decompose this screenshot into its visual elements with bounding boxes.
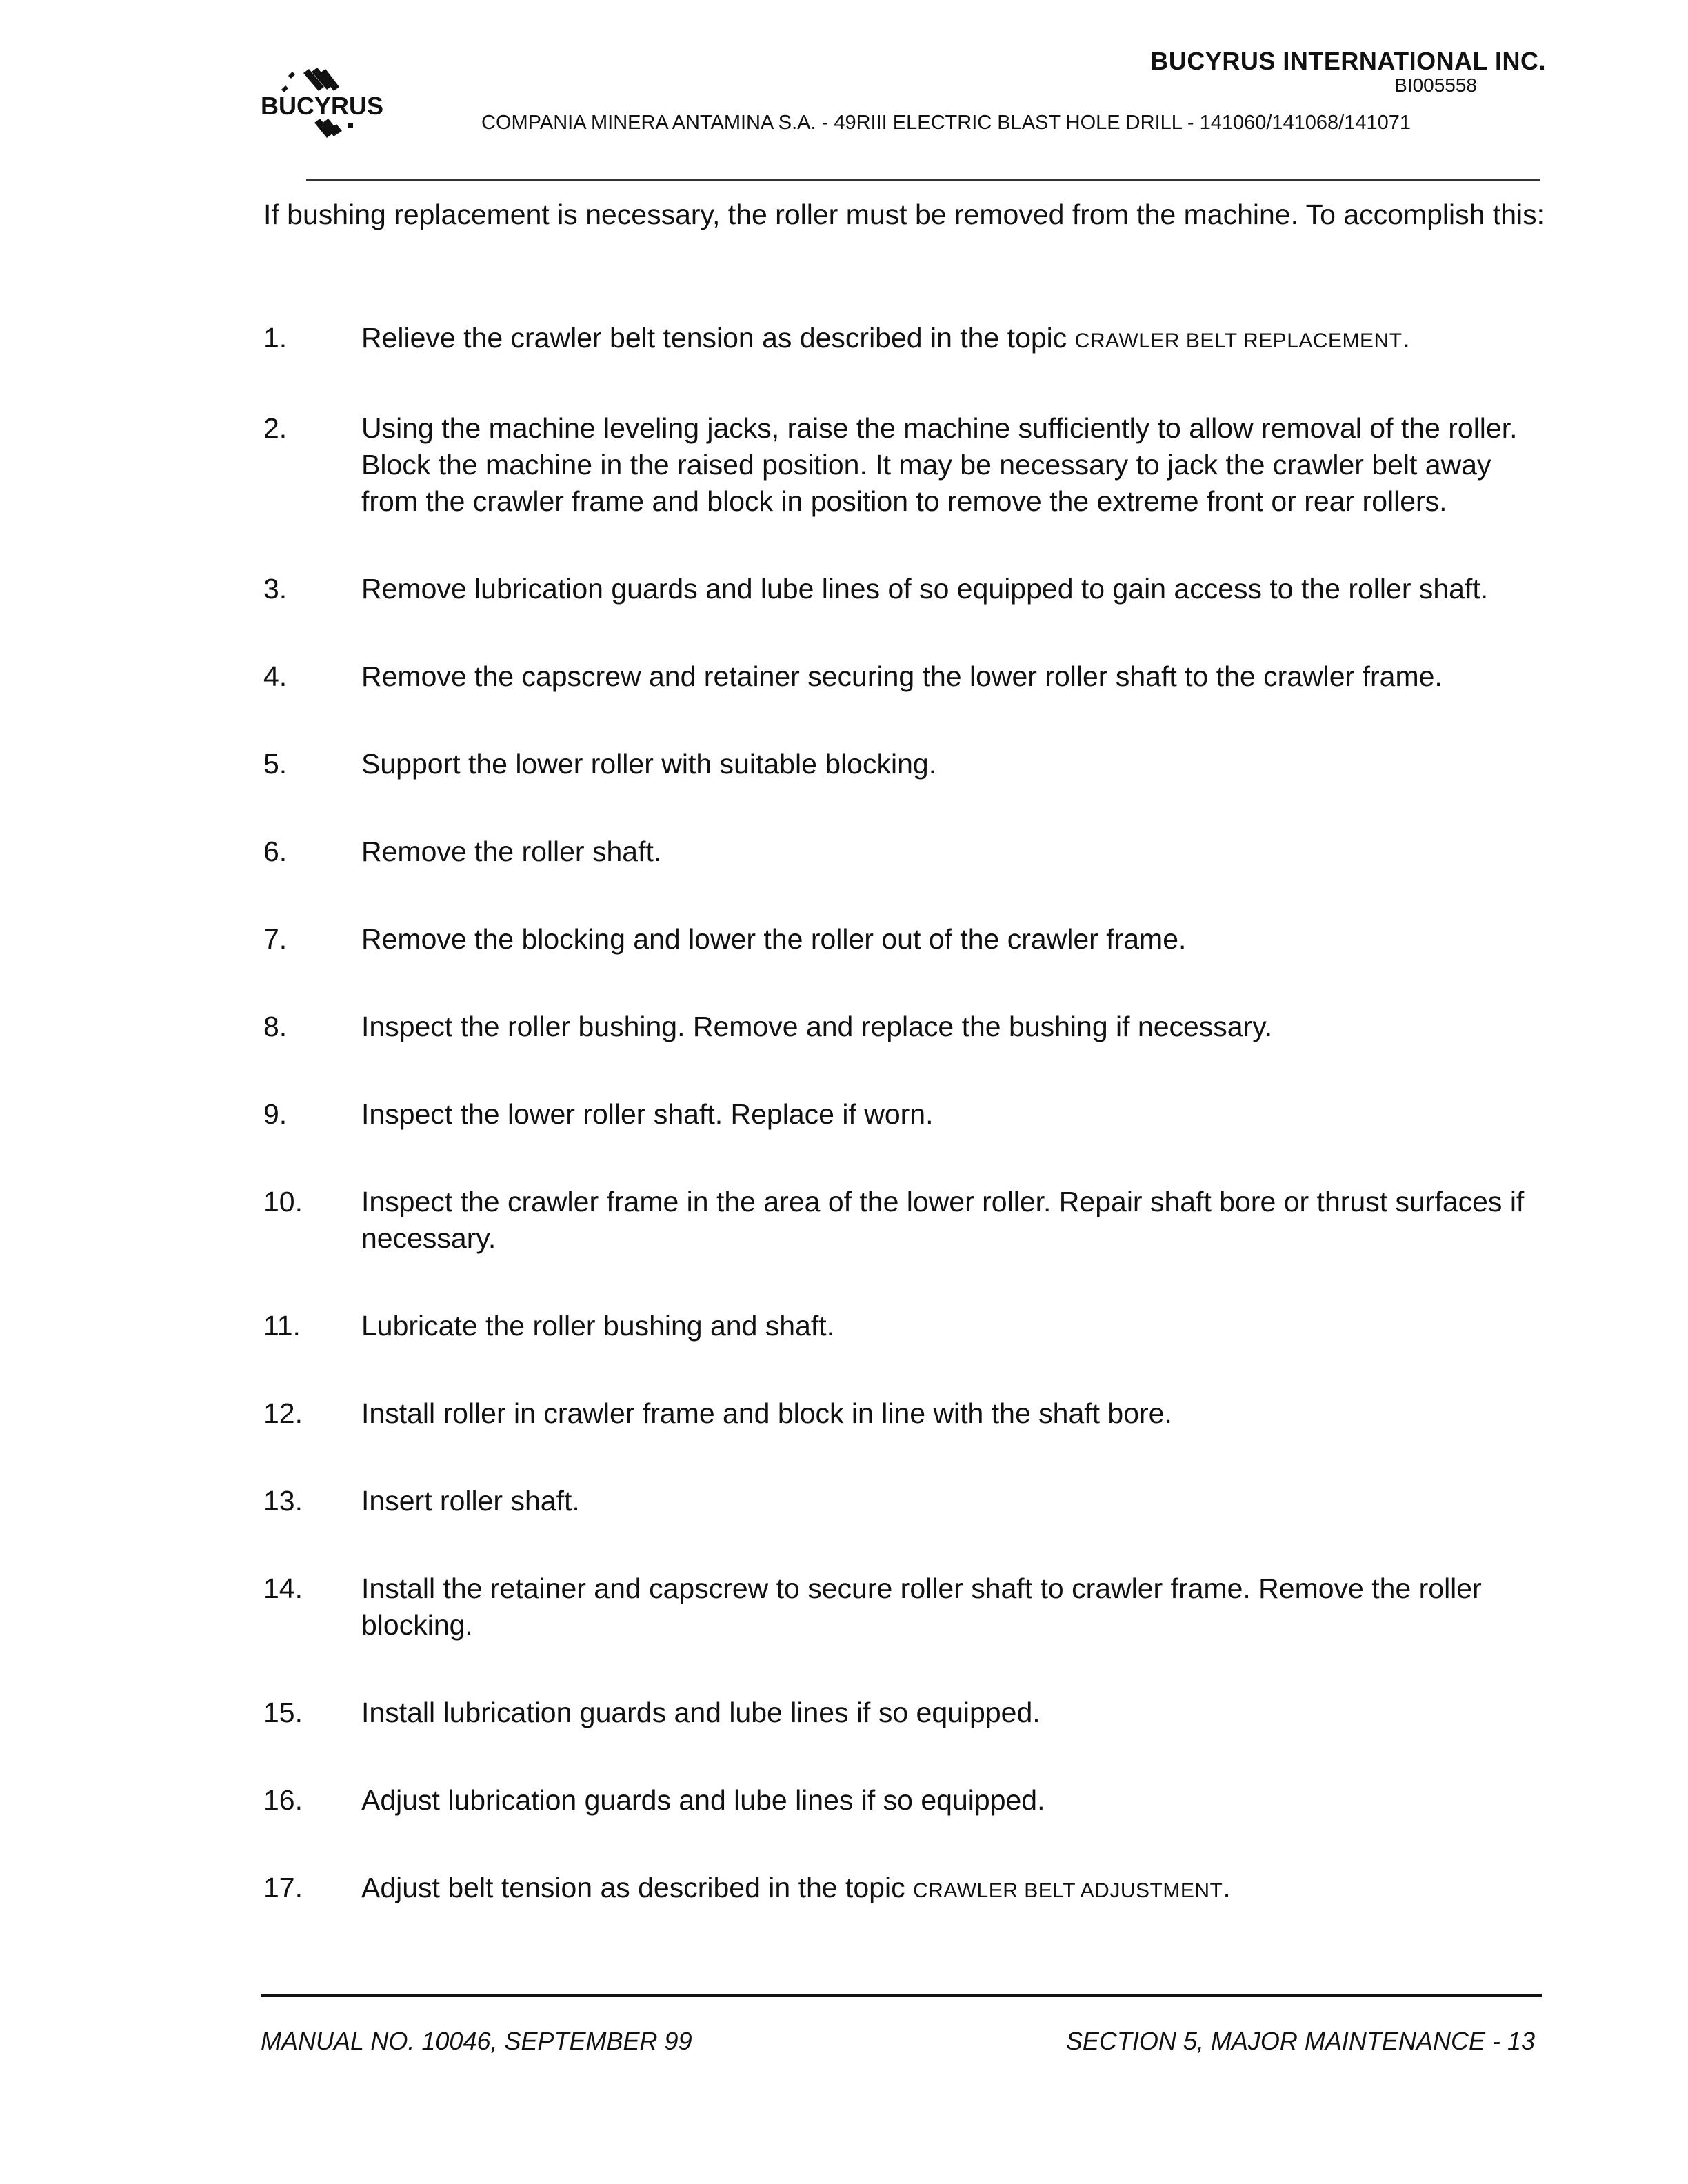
step-item xyxy=(263,1695,1547,1731)
step-number: 6. xyxy=(263,836,288,867)
step-number: 13. xyxy=(263,1485,303,1517)
step-text: Install roller in crawler frame and block in line with the shaft bore. xyxy=(361,1397,1172,1429)
step-item xyxy=(263,658,1547,695)
step-text: Lubricate the roller bushing and shaft. xyxy=(361,1310,835,1342)
step-number: 11. xyxy=(263,1310,301,1342)
step-number: 16. xyxy=(263,1784,303,1816)
step-text-body: Adjust belt tension as described in the topic xyxy=(361,1872,913,1903)
bucyrus-logo xyxy=(261,66,412,156)
step-text: Inspect the lower roller shaft. Replace if worn. xyxy=(361,1098,934,1130)
step-item xyxy=(263,1096,1547,1133)
step-item xyxy=(263,833,1547,870)
step-text-tail: . xyxy=(1223,1872,1231,1903)
step-text xyxy=(361,320,1547,359)
step-item xyxy=(263,1870,1547,1909)
step-text-tail: . xyxy=(1402,322,1410,354)
step-number: 9. xyxy=(263,1098,288,1130)
step-number: 15. xyxy=(263,1697,303,1728)
step-number: 4. xyxy=(263,660,288,692)
intro-paragraph: If bushing replacement is necessary, the roller must be removed from the machine. To accomplish this: xyxy=(263,199,1545,230)
step-item xyxy=(263,1782,1547,1819)
step-text xyxy=(361,1870,1547,1909)
logo-wordmark: BUCYRUS xyxy=(261,92,384,120)
document-subtitle: COMPANIA MINERA ANTAMINA S.A. - 49RIII ELECTRIC BLAST HOLE DRILL - 141060/141068/141071 xyxy=(481,112,1411,134)
step-text: Remove the capscrew and retainer securing the lower roller shaft to the crawler frame. xyxy=(361,660,1443,692)
step-item xyxy=(263,921,1547,958)
step-number: 12. xyxy=(263,1397,303,1429)
topic-reference: CRAWLER BELT REPLACEMENT xyxy=(1074,330,1403,352)
step-item xyxy=(263,1308,1547,1344)
step-number: 17. xyxy=(263,1872,303,1903)
step-item xyxy=(263,320,1547,359)
step-text: Remove the roller shaft. xyxy=(361,836,662,867)
step-text: Remove the blocking and lower the roller out of the crawler frame. xyxy=(361,923,1187,955)
header-rule xyxy=(306,179,1540,181)
step-item xyxy=(263,746,1547,782)
step-number: 1. xyxy=(263,322,288,354)
footer-section-page: SECTION 5, MAJOR MAINTENANCE - 13 xyxy=(1065,2027,1535,2055)
step-item xyxy=(263,571,1547,607)
step-item xyxy=(263,1395,1547,1432)
step-text: Inspect the crawler frame in the area of the lower roller. Repair shaft bore or thrust surfaces if necessary. xyxy=(361,1186,1525,1254)
step-text: Install the retainer and capscrew to secure roller shaft to crawler frame. Remove the roller blocking. xyxy=(361,1573,1482,1641)
step-number: 8. xyxy=(263,1011,288,1042)
step-text: Adjust lubrication guards and lube lines if so equipped. xyxy=(361,1784,1045,1816)
step-text: Install lubrication guards and lube lines if so equipped. xyxy=(361,1697,1041,1728)
step-item xyxy=(263,1009,1547,1045)
step-item xyxy=(263,1184,1547,1257)
step-text: Support the lower roller with suitable blocking. xyxy=(361,748,937,780)
step-item xyxy=(263,410,1547,520)
step-text: Using the machine leveling jacks, raise the machine sufficiently to allow removal of the roller. Block the machine in the raised position. It may be necessary to jack the crawler belt away from the crawler frame and block in position to remove the extreme front or rear rollers. xyxy=(361,412,1518,517)
step-number: 10. xyxy=(263,1186,303,1217)
step-number: 3. xyxy=(263,573,288,605)
step-number: 14. xyxy=(263,1573,303,1604)
step-text: Insert roller shaft. xyxy=(361,1485,580,1517)
step-number: 2. xyxy=(263,412,288,444)
document-id: BI005558 xyxy=(1394,74,1477,96)
step-number: 7. xyxy=(263,923,288,955)
step-item xyxy=(263,1570,1547,1644)
procedure-steps xyxy=(263,320,1547,1960)
step-text: Inspect the roller bushing. Remove and replace the bushing if necessary. xyxy=(361,1011,1273,1042)
footer-rule xyxy=(261,1994,1542,1997)
step-text-body: Relieve the crawler belt tension as described in the topic xyxy=(361,322,1075,354)
step-number: 5. xyxy=(263,748,288,780)
footer-manual-number: MANUAL NO. 10046, SEPTEMBER 99 xyxy=(261,2027,692,2055)
topic-reference: CRAWLER BELT ADJUSTMENT xyxy=(912,1879,1223,1902)
step-text: Remove lubrication guards and lube lines of so equipped to gain access to the roller shaft. xyxy=(361,573,1489,605)
step-item xyxy=(263,1483,1547,1519)
company-name: BUCYRUS INTERNATIONAL INC. xyxy=(1150,47,1546,75)
